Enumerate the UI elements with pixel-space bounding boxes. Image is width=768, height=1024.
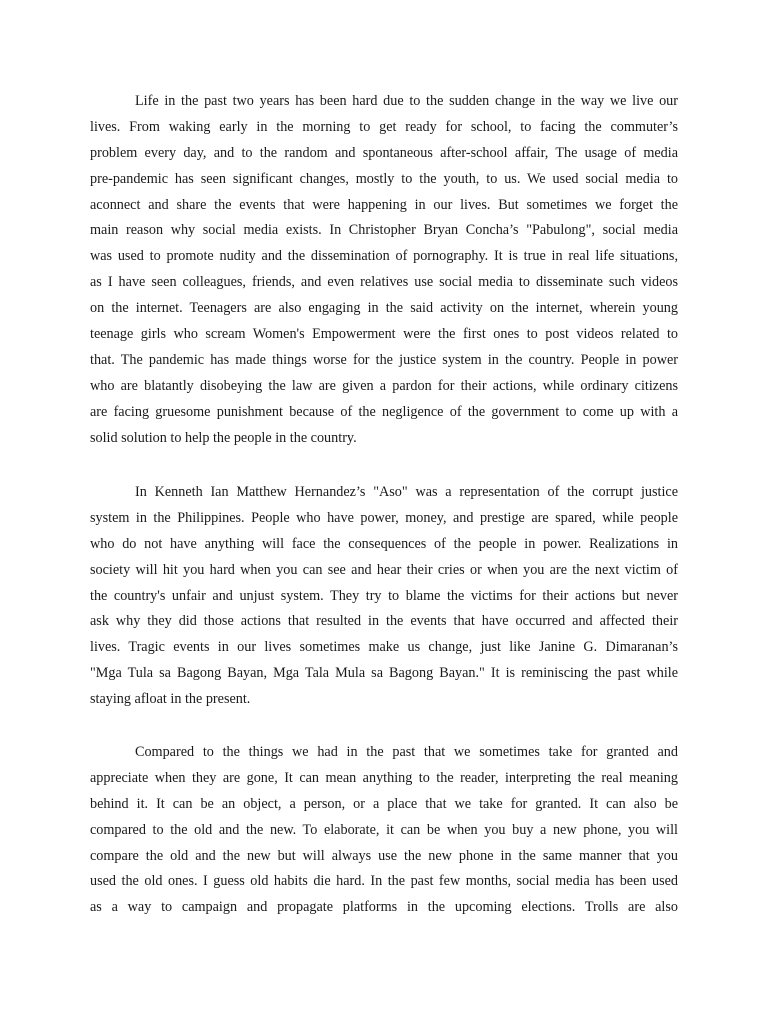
text-line: compare the old and the new but will always use the new phone in the same manner that you — [90, 847, 678, 864]
text-line: lives. From waking early in the morning to get ready for school, to facing the commuter’s — [90, 118, 678, 135]
text-line: are facing gruesome punishment because of the negligence of the government to come up with a — [90, 403, 678, 420]
text-line: staying afloat in the present. — [90, 691, 251, 708]
text-line: Compared to the things we had in the past that we sometimes take for granted and — [135, 744, 678, 760]
text-line: as a way to campaign and propagate platforms in the upcoming elections. Trolls are also — [90, 899, 678, 916]
text-line: "Mga Tula sa Bagong Bayan, Mga Tala Mula sa Bagong Bayan." It is reminiscing the past while — [90, 665, 678, 682]
text-line: pre-pandemic has seen significant changes, mostly to the youth, to us. We used social media to — [90, 170, 678, 187]
text-line: society will hit you hard when you can see and hear their cries or when you are the next victim of — [90, 561, 678, 578]
text-line: as I have seen colleagues, friends, and even relatives use social media to disseminate such videos — [90, 274, 678, 291]
text-line: on the internet. Teenagers are also engaging in the said activity on the internet, wherein young — [90, 300, 678, 317]
text-line: lives. Tragic events in our lives sometimes make us change, just like Janine G. Dimaranan’s — [90, 639, 678, 656]
text-line: aconnect and share the events that were happening in our lives. But sometimes we forget the — [90, 196, 678, 213]
text-line: system in the Philippines. People who have power, money, and prestige are spared, while people — [90, 509, 678, 526]
text-line: In Kenneth Ian Matthew Hernandez’s "Aso" was a representation of the corrupt justice — [135, 484, 678, 500]
text-line: solid solution to help the people in the country. — [90, 429, 357, 446]
text-line: appreciate when they are gone, It can mean anything to the reader, interpreting the real meaning — [90, 769, 678, 786]
text-line: teenage girls who scream Women's Empowerment were the first ones to post videos related to — [90, 326, 678, 343]
text-line: who are blatantly disobeying the law are given a pardon for their actions, while ordinary citizens — [90, 377, 678, 394]
paragraph-3 — [90, 740, 678, 921]
text-line: was used to promote nudity and the dissemination of pornography. It is true in real life situations, — [90, 248, 678, 265]
paragraph-2 — [90, 480, 678, 713]
text-line: ask why they did those actions that resulted in the events that have occurred and affected their — [90, 613, 678, 630]
text-line: compared to the old and the new. To elaborate, it can be when you buy a new phone, you will — [90, 821, 678, 838]
text-line: who do not have anything will face the consequences of the people in power. Realizations in — [90, 535, 678, 552]
text-line: behind it. It can be an object, a person, or a place that we take for granted. It can also be — [90, 795, 678, 812]
text-line: Life in the past two years has been hard due to the sudden change in the way we live our — [135, 93, 678, 109]
text-line: main reason why social media exists. In Christopher Bryan Concha’s "Pabulong", social media — [90, 222, 678, 239]
paragraph-1 — [90, 89, 678, 451]
text-line: used the old ones. I guess old habits die hard. In the past few months, social media has been used — [90, 873, 678, 890]
text-line: the country's unfair and unjust system. They try to blame the victims for their actions but never — [90, 587, 678, 604]
text-line: that. The pandemic has made things worse for the justice system in the country. People in power — [90, 351, 678, 368]
text-line: problem every day, and to the random and spontaneous after-school affair, The usage of media — [90, 144, 678, 161]
